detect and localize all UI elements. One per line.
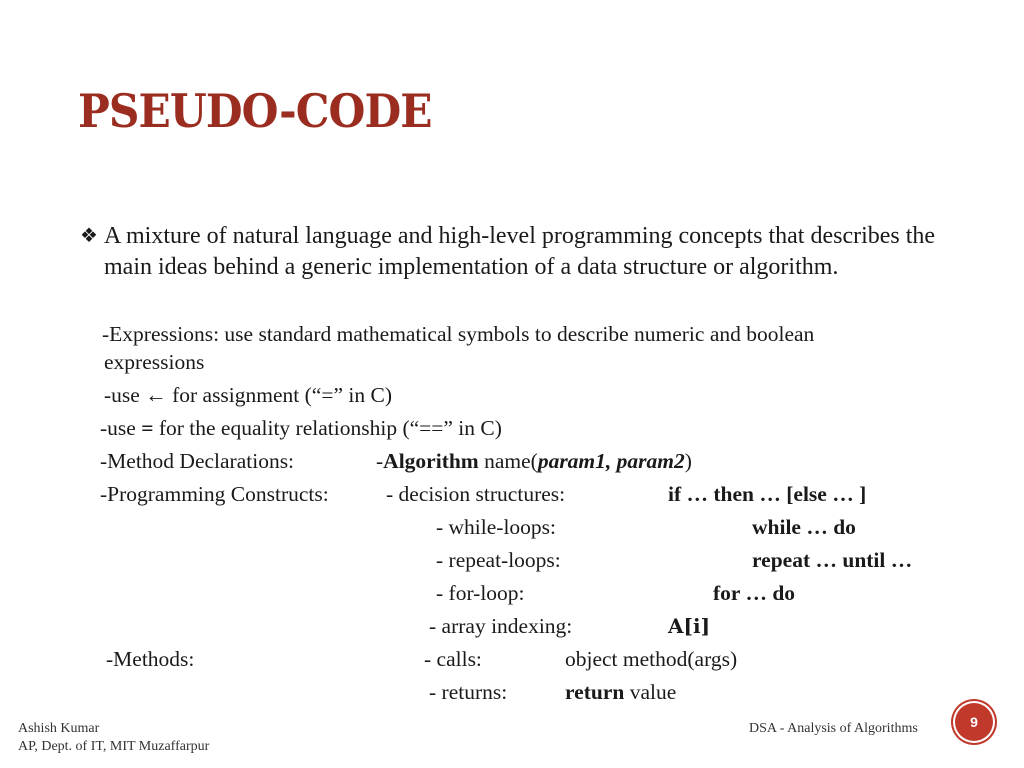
- footer-author: Ashish Kumar: [18, 721, 100, 736]
- equality-symbol: =: [141, 416, 154, 440]
- method-declarations-syntax: [376, 447, 692, 475]
- equality-line: [100, 414, 502, 442]
- construct-array-syntax: A[i]: [668, 614, 711, 638]
- return-keyword: return: [565, 680, 625, 704]
- construct-decision-syntax: if … then … [else … ]: [668, 482, 867, 506]
- construct-while-label: - while-loops:: [436, 515, 557, 539]
- param-comma: ,: [605, 449, 617, 473]
- expressions-line2: expressions: [104, 350, 205, 374]
- methods-returns-label: - returns:: [429, 680, 508, 704]
- method-declarations-label: -Method Declarations:: [100, 449, 295, 473]
- main-bullet: [80, 221, 980, 283]
- param2: param2: [616, 449, 685, 473]
- construct-for-label: - for-loop:: [436, 581, 525, 605]
- methods-returns-value: [565, 678, 676, 706]
- algorithm-dash: -: [376, 449, 384, 473]
- equality-prefix: -use: [100, 416, 142, 440]
- construct-array-label: - array indexing:: [429, 614, 573, 638]
- algorithm-keyword: Algorithm: [383, 449, 479, 473]
- equality-suffix: for the equality relationship (“==” in C): [153, 416, 502, 440]
- construct-for-syntax: for … do: [713, 581, 796, 605]
- assignment-suffix: for assignment (“=” in C): [166, 383, 392, 407]
- bullet-text: A mixture of natural language and high-level programming concepts that describes the main ideas behind a generic implementation of a data structure or algorithm.: [104, 223, 936, 280]
- construct-decision-label: - decision structures:: [386, 482, 566, 506]
- construct-repeat-label: - repeat-loops:: [436, 548, 561, 572]
- constructs-label: -Programming Constructs:: [100, 482, 329, 506]
- methods-calls-label: - calls:: [424, 647, 482, 671]
- methods-label: -Methods:: [106, 647, 195, 671]
- expressions-line1: -Expressions: use standard mathematical symbols to describe numeric and boolean: [102, 322, 815, 346]
- construct-while-syntax: while … do: [752, 515, 856, 539]
- name-close: ): [684, 449, 692, 473]
- assignment-prefix: -use: [104, 383, 146, 407]
- footer-affiliation: AP, Dept. of IT, MIT Muzaffarpur: [18, 739, 210, 754]
- methods-calls-value: object method(args): [565, 647, 738, 671]
- diamond-cluster-icon: ❖: [80, 225, 98, 247]
- left-arrow-icon: ←: [145, 383, 167, 407]
- slide-title: PSEUDO-CODE: [78, 84, 432, 138]
- construct-repeat-syntax: repeat … until …: [752, 548, 913, 572]
- footer-course: DSA - Analysis of Algorithms: [749, 721, 918, 736]
- footer-author-block: [18, 720, 209, 756]
- param1: param1: [537, 449, 606, 473]
- return-value: value: [624, 680, 677, 704]
- name-open: name(: [478, 449, 538, 473]
- page-number-badge: 9: [955, 703, 993, 741]
- assignment-line: [104, 381, 392, 409]
